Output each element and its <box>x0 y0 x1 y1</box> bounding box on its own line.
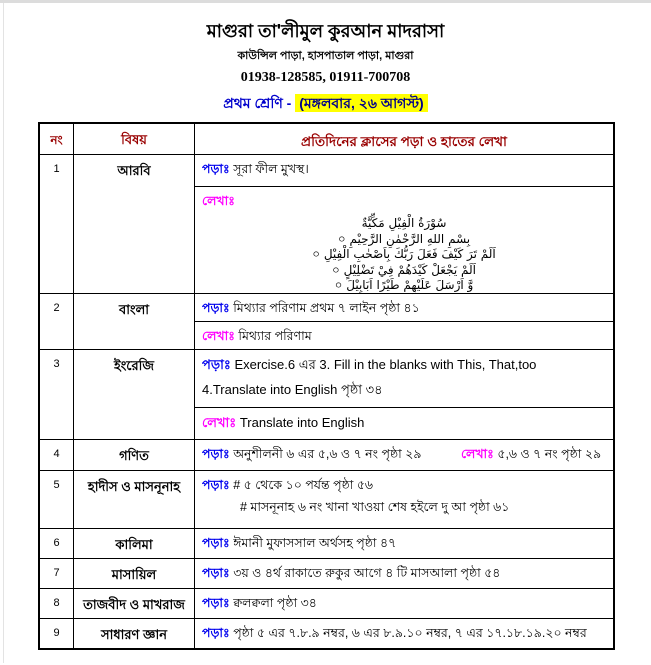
subject-name: হাদীস ও মাসনূনাহ <box>74 471 195 528</box>
pora-section <box>195 619 613 648</box>
arabic-verse-line: سُوْرَةُ الْفِيْلِ مَكِّيَّةٌ <box>361 216 447 230</box>
subject-name: ইংরেজি <box>74 350 195 439</box>
notice-header <box>0 20 651 116</box>
pora-section <box>195 589 613 618</box>
pora-label: পড়াঃ <box>202 566 230 580</box>
pora-label: পড়াঃ <box>202 596 230 610</box>
subject-name: তাজবীদ ও মাখরাজ <box>74 589 195 618</box>
pora-label: পড়াঃ <box>202 536 230 550</box>
lekha-label: লেখাঃ <box>202 329 235 343</box>
lekha-section <box>195 408 613 439</box>
pora-label: পড়াঃ <box>202 626 230 640</box>
lekha-label: লেখাঃ <box>202 194 235 208</box>
class-name-label: প্রথম শ্রেণি - <box>223 95 292 111</box>
pora-section <box>195 350 613 408</box>
serial-number: 2 <box>40 294 74 349</box>
pora-section <box>195 471 613 528</box>
pora-label: পড়াঃ <box>202 162 230 176</box>
subject-name: সাধারণ জ্ঞান <box>74 619 195 648</box>
pora-text: পৃষ্ঠা ৫ এর ৭.৮.৯ নম্বর, ৬ এর ৮.৯.১০ নম্বর, ৭ এর ১৭.১৮.১৯.২০ নম্বর <box>233 626 587 640</box>
pora-section <box>195 294 613 322</box>
pora-text-line2: # মাসনূনাহ ৬ নং খানা খাওয়া শেষ হইলে দু আ পৃষ্ঠা ৬১ <box>240 500 510 514</box>
homework-table <box>38 122 615 650</box>
pora-label: পড়াঃ <box>202 357 231 372</box>
serial-number: 1 <box>40 155 74 293</box>
lekha-label: লেখাঃ <box>460 447 494 461</box>
serial-number: 4 <box>40 440 74 470</box>
table-header-row <box>40 124 613 154</box>
table-row-masail <box>40 558 613 588</box>
table-row-tajweed <box>40 588 613 618</box>
lekha-label: লেখাঃ <box>202 415 237 430</box>
lekha-text: মিথ্যার পরিণাম <box>238 329 312 343</box>
pora-label: পড়াঃ <box>202 447 230 461</box>
lekha-text: ৫,৬ ও ৭ নং পৃষ্ঠা ২৯ <box>497 447 602 461</box>
pora-text-line2: 4.Translate into English পৃষ্ঠা ৩৪ <box>202 382 383 397</box>
pora-text: ঈমানী মুফাসসাল অর্থসহ পৃষ্ঠা ৪৭ <box>233 536 397 550</box>
table-row-general-knowledge <box>40 618 613 648</box>
serial-number: 9 <box>40 619 74 648</box>
header-no: নং <box>40 124 74 154</box>
serial-number: 6 <box>40 529 74 558</box>
lekha-section <box>195 322 613 349</box>
arabic-verse-line: ০ اَلَمْ تَرَ كَيْفَ فَعَلَ رَبُّكَ بِاَصْحٰبِ الْفِيْلِ <box>312 247 496 261</box>
page-top-edge <box>0 0 651 3</box>
phone-numbers: 01938-128585, 01911-700708 <box>240 70 411 85</box>
pora-text: সূরা ফীল মুখস্থ। <box>233 162 309 176</box>
table-row-math <box>40 439 613 470</box>
pora-label: পড়াঃ <box>202 478 230 492</box>
subject-name: মাসায়িল <box>74 559 195 588</box>
pora-section <box>195 155 613 187</box>
date-highlight-badge: (মঙ্গলবার, ২৬ আগস্ট) <box>295 94 427 112</box>
pora-text: অনুশীলনী ৬ এর ৫,৬ ও ৭ নং পৃষ্ঠা ২৯ <box>233 447 422 461</box>
table-row-arabic <box>40 154 613 293</box>
header-content: প্রতিদিনের ক্লাসের পড়া ও হাতের লেখা <box>301 134 507 149</box>
pora-lekha-section <box>195 440 613 470</box>
pora-section <box>195 559 613 588</box>
lekha-text: Translate into English <box>239 415 365 430</box>
pora-text: ৩য় ও ৪র্থ রাকাতে রুকুর আগে ৪ টি মাসআলা পৃষ্ঠা ৫৪ <box>233 566 501 580</box>
table-row-english <box>40 349 613 439</box>
school-address: কাউন্সিল পাড়া, হাসপাতাল পাড়া, মাগুরা <box>237 50 414 62</box>
subject-name: গণিত <box>74 440 195 470</box>
pora-text-line1: Exercise.6 এর 3. Fill in the blanks with This, That,too <box>234 357 537 372</box>
subject-name: আরবি <box>74 155 195 293</box>
table-row-bangla <box>40 293 613 349</box>
header-subject: বিষয় <box>74 124 195 154</box>
arabic-verse-line: ০ وَّ اَرْسَلَ عَلَيْهِمْ طَيْرًا اَبَابِيْلَ <box>334 278 474 292</box>
serial-number: 8 <box>40 589 74 618</box>
pora-text: মিথ্যার পরিণাম প্রথম ৭ লাইন পৃষ্ঠা ৪১ <box>233 301 420 315</box>
school-name-title: মাগুরা তা'লীমুল কুরআন মাদরাসা <box>206 21 445 41</box>
subject-name: কালিমা <box>74 529 195 558</box>
arabic-verse-line: ০ اَلَمْ يَجْعَلْ كَيْدَهُمْ فِيْ تَضْلِيْلٍ <box>332 262 476 277</box>
pora-label: পড়াঃ <box>202 301 230 315</box>
pora-text: ক্বলক্বলা পৃষ্ঠা ৩৪ <box>233 596 317 610</box>
subject-name: বাংলা <box>74 294 195 349</box>
arabic-verse-line: ০ بِسْمِ اللهِ الرَّحْمٰنِ الرَّحِيْمِ <box>337 231 471 246</box>
arabic-verses <box>202 216 606 294</box>
lekha-section <box>195 187 613 293</box>
table-row-kalima <box>40 528 613 558</box>
serial-number: 5 <box>40 471 74 528</box>
pora-section <box>195 529 613 558</box>
pora-text-line1: # ৫ থেকে ১০ পর্যন্ত পৃষ্ঠা ৫৬ <box>233 478 374 492</box>
class-and-date-line <box>0 92 651 116</box>
serial-number: 7 <box>40 559 74 588</box>
serial-number: 3 <box>40 350 74 439</box>
table-row-hadith <box>40 470 613 528</box>
